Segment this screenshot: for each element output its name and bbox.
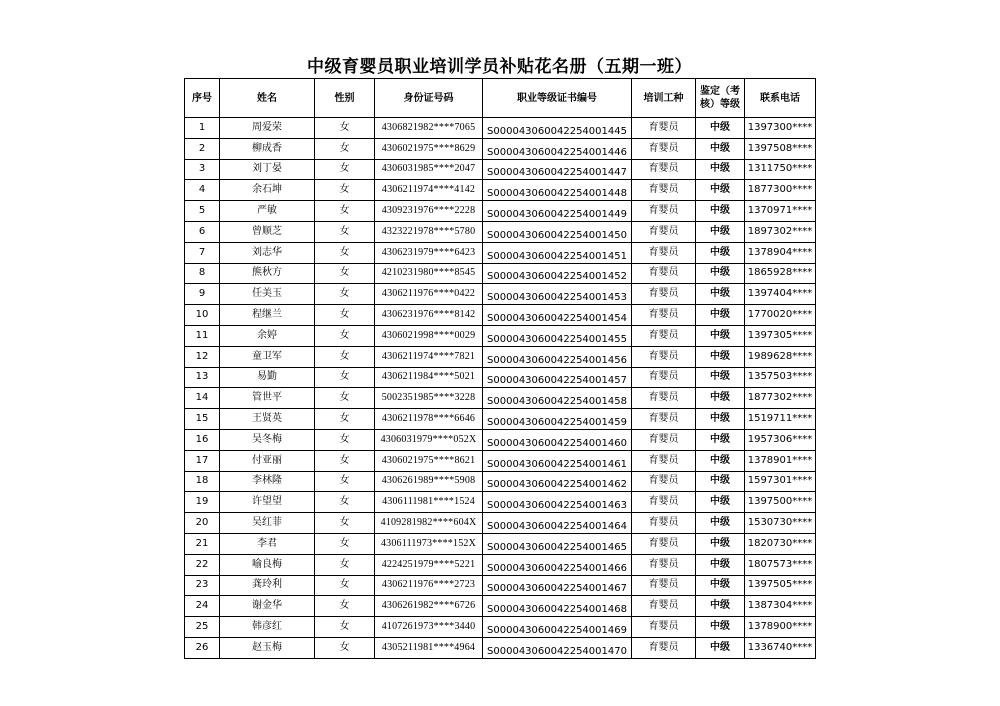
cell-gender: 女 — [315, 429, 375, 450]
cell-name: 周爱荣 — [220, 118, 315, 139]
header-phone: 联系电话 — [745, 79, 816, 118]
cell-gender: 女 — [315, 533, 375, 554]
cell-seq: 24 — [185, 596, 220, 617]
cell-name: 付亚丽 — [220, 450, 315, 471]
cell-cert-number: S000043060042254001449 — [483, 201, 632, 222]
cell-id-number: 4306021998****0029 — [375, 325, 483, 346]
cell-id-number: 4306821982****7065 — [375, 118, 483, 139]
cell-name: 李林隆 — [220, 471, 315, 492]
cell-id-number: 4306021975****8621 — [375, 450, 483, 471]
table-row — [185, 409, 816, 430]
cell-id-number: 4107261973****3440 — [375, 617, 483, 638]
cell-name: 严敏 — [220, 201, 315, 222]
cell-seq: 17 — [185, 450, 220, 471]
cell-phone: 1530730**** — [745, 513, 816, 534]
table-row — [185, 242, 816, 263]
cell-name: 熊秋方 — [220, 263, 315, 284]
cell-seq: 1 — [185, 118, 220, 139]
cell-job-type: 育婴员 — [632, 305, 696, 326]
cell-job-type: 育婴员 — [632, 346, 696, 367]
cell-name: 龚玲利 — [220, 575, 315, 596]
cell-assessment-level: 中级 — [696, 159, 745, 180]
cell-name: 童卫军 — [220, 346, 315, 367]
header-id-number: 身份证号码 — [375, 79, 483, 118]
table-row — [185, 637, 816, 658]
cell-cert-number: S000043060042254001469 — [483, 617, 632, 638]
cell-id-number: 4306211974****7821 — [375, 346, 483, 367]
table-row — [185, 221, 816, 242]
cell-assessment-level: 中级 — [696, 305, 745, 326]
cell-id-number: 4210231980****8545 — [375, 263, 483, 284]
cell-seq: 5 — [185, 201, 220, 222]
cell-id-number: 4306111973****152X — [375, 533, 483, 554]
cell-name: 李君 — [220, 533, 315, 554]
cell-cert-number: S000043060042254001450 — [483, 221, 632, 242]
cell-id-number: 4306031985****2047 — [375, 159, 483, 180]
table-row — [185, 263, 816, 284]
cell-name: 柳成香 — [220, 138, 315, 159]
cell-assessment-level: 中级 — [696, 471, 745, 492]
cell-phone: 1770020**** — [745, 305, 816, 326]
cell-assessment-level: 中级 — [696, 201, 745, 222]
cell-assessment-level: 中级 — [696, 388, 745, 409]
cell-job-type: 育婴员 — [632, 159, 696, 180]
cell-assessment-level: 中级 — [696, 533, 745, 554]
cell-name: 余婷 — [220, 325, 315, 346]
cell-job-type: 育婴员 — [632, 118, 696, 139]
table-row — [185, 596, 816, 617]
cell-seq: 26 — [185, 637, 220, 658]
cell-id-number: 4306211974****4142 — [375, 180, 483, 201]
cell-job-type: 育婴员 — [632, 263, 696, 284]
cell-cert-number: S000043060042254001451 — [483, 242, 632, 263]
cell-id-number: 4306261982****6726 — [375, 596, 483, 617]
table-row — [185, 325, 816, 346]
cell-assessment-level: 中级 — [696, 180, 745, 201]
cell-seq: 9 — [185, 284, 220, 305]
cell-seq: 13 — [185, 367, 220, 388]
table-row — [185, 138, 816, 159]
cell-cert-number: S000043060042254001462 — [483, 471, 632, 492]
table-row — [185, 346, 816, 367]
cell-phone: 1877302**** — [745, 388, 816, 409]
cell-gender: 女 — [315, 118, 375, 139]
cell-gender: 女 — [315, 180, 375, 201]
cell-phone: 1897302**** — [745, 221, 816, 242]
cell-id-number: 4306211978****6646 — [375, 409, 483, 430]
header-gender: 性别 — [315, 79, 375, 118]
cell-name: 吴冬梅 — [220, 429, 315, 450]
cell-cert-number: S000043060042254001457 — [483, 367, 632, 388]
cell-phone: 1336740**** — [745, 637, 816, 658]
cell-gender: 女 — [315, 221, 375, 242]
cell-seq: 21 — [185, 533, 220, 554]
table-row — [185, 575, 816, 596]
cell-name: 曾顺芝 — [220, 221, 315, 242]
cell-phone: 1397404**** — [745, 284, 816, 305]
cell-name: 王贤英 — [220, 409, 315, 430]
cell-phone: 1378904**** — [745, 242, 816, 263]
cell-id-number: 4323221978****5780 — [375, 221, 483, 242]
cell-job-type: 育婴员 — [632, 554, 696, 575]
cell-id-number: 4109281982****604X — [375, 513, 483, 534]
cell-name: 吴红菲 — [220, 513, 315, 534]
cell-job-type: 育婴员 — [632, 637, 696, 658]
cell-seq: 22 — [185, 554, 220, 575]
cell-job-type: 育婴员 — [632, 492, 696, 513]
cell-name: 刘丁晏 — [220, 159, 315, 180]
cell-gender: 女 — [315, 450, 375, 471]
cell-assessment-level: 中级 — [696, 325, 745, 346]
cell-gender: 女 — [315, 513, 375, 534]
cell-seq: 16 — [185, 429, 220, 450]
cell-assessment-level: 中级 — [696, 429, 745, 450]
cell-id-number: 4306231979****6423 — [375, 242, 483, 263]
cell-id-number: 5002351985****3228 — [375, 388, 483, 409]
cell-seq: 23 — [185, 575, 220, 596]
table-row — [185, 450, 816, 471]
page-title: 中级育婴员职业培训学员补贴花名册（五期一班） — [307, 57, 692, 77]
cell-job-type: 育婴员 — [632, 367, 696, 388]
cell-assessment-level: 中级 — [696, 575, 745, 596]
header-seq: 序号 — [185, 79, 220, 118]
cell-job-type: 育婴员 — [632, 242, 696, 263]
table-row — [185, 180, 816, 201]
cell-cert-number: S000043060042254001463 — [483, 492, 632, 513]
cell-cert-number: S000043060042254001453 — [483, 284, 632, 305]
cell-id-number: 4306021975****8629 — [375, 138, 483, 159]
cell-job-type: 育婴员 — [632, 429, 696, 450]
cell-assessment-level: 中级 — [696, 242, 745, 263]
cell-phone: 1387304**** — [745, 596, 816, 617]
cell-gender: 女 — [315, 263, 375, 284]
cell-job-type: 育婴员 — [632, 617, 696, 638]
table-row — [185, 367, 816, 388]
table-row — [185, 284, 816, 305]
cell-gender: 女 — [315, 409, 375, 430]
cell-seq: 18 — [185, 471, 220, 492]
cell-phone: 1807573**** — [745, 554, 816, 575]
cell-seq: 25 — [185, 617, 220, 638]
cell-seq: 11 — [185, 325, 220, 346]
cell-cert-number: S000043060042254001452 — [483, 263, 632, 284]
table-row — [185, 533, 816, 554]
cell-assessment-level: 中级 — [696, 513, 745, 534]
cell-seq: 15 — [185, 409, 220, 430]
cell-name: 易勤 — [220, 367, 315, 388]
cell-gender: 女 — [315, 284, 375, 305]
table-row — [185, 159, 816, 180]
cell-assessment-level: 中级 — [696, 450, 745, 471]
cell-phone: 1397300**** — [745, 118, 816, 139]
cell-assessment-level: 中级 — [696, 346, 745, 367]
cell-assessment-level: 中级 — [696, 492, 745, 513]
cell-seq: 2 — [185, 138, 220, 159]
table-row — [185, 471, 816, 492]
cell-gender: 女 — [315, 138, 375, 159]
cell-id-number: 4306111981****1524 — [375, 492, 483, 513]
cell-phone: 1378900**** — [745, 617, 816, 638]
cell-job-type: 育婴员 — [632, 450, 696, 471]
cell-assessment-level: 中级 — [696, 284, 745, 305]
cell-gender: 女 — [315, 367, 375, 388]
cell-job-type: 育婴员 — [632, 180, 696, 201]
table-body — [185, 118, 816, 659]
cell-job-type: 育婴员 — [632, 575, 696, 596]
cell-cert-number: S000043060042254001460 — [483, 429, 632, 450]
cell-cert-number: S000043060042254001467 — [483, 575, 632, 596]
cell-job-type: 育婴员 — [632, 513, 696, 534]
cell-assessment-level: 中级 — [696, 617, 745, 638]
cell-gender: 女 — [315, 159, 375, 180]
cell-phone: 1519711**** — [745, 409, 816, 430]
cell-cert-number: S000043060042254001464 — [483, 513, 632, 534]
cell-cert-number: S000043060042254001454 — [483, 305, 632, 326]
cell-cert-number: S000043060042254001459 — [483, 409, 632, 430]
cell-gender: 女 — [315, 201, 375, 222]
cell-id-number: 4306231976****8142 — [375, 305, 483, 326]
cell-id-number: 4305211981****4964 — [375, 637, 483, 658]
cell-phone: 1397500**** — [745, 492, 816, 513]
cell-job-type: 育婴员 — [632, 201, 696, 222]
cell-job-type: 育婴员 — [632, 409, 696, 430]
cell-assessment-level: 中级 — [696, 221, 745, 242]
cell-phone: 1397505**** — [745, 575, 816, 596]
cell-seq: 20 — [185, 513, 220, 534]
cell-cert-number: S000043060042254001458 — [483, 388, 632, 409]
table-row — [185, 554, 816, 575]
table-row — [185, 429, 816, 450]
cell-phone: 1357503**** — [745, 367, 816, 388]
cell-cert-number: S000043060042254001468 — [483, 596, 632, 617]
cell-job-type: 育婴员 — [632, 325, 696, 346]
cell-name: 许望望 — [220, 492, 315, 513]
cell-job-type: 育婴员 — [632, 388, 696, 409]
cell-assessment-level: 中级 — [696, 554, 745, 575]
cell-gender: 女 — [315, 305, 375, 326]
cell-assessment-level: 中级 — [696, 409, 745, 430]
cell-name: 赵玉梅 — [220, 637, 315, 658]
cell-seq: 12 — [185, 346, 220, 367]
cell-job-type: 育婴员 — [632, 596, 696, 617]
cell-phone: 1311750**** — [745, 159, 816, 180]
header-cert-number: 职业等级证书编号 — [483, 79, 632, 118]
table-row — [185, 305, 816, 326]
roster-table — [184, 78, 816, 659]
table-row — [185, 492, 816, 513]
cell-phone: 1820730**** — [745, 533, 816, 554]
table-row — [185, 118, 816, 139]
cell-name: 程继兰 — [220, 305, 315, 326]
header-job-type: 培训工种 — [632, 79, 696, 118]
cell-id-number: 4306031979****052X — [375, 429, 483, 450]
cell-phone: 1957306**** — [745, 429, 816, 450]
cell-name: 任美玉 — [220, 284, 315, 305]
cell-phone: 1397508**** — [745, 138, 816, 159]
table-row — [185, 201, 816, 222]
cell-seq: 3 — [185, 159, 220, 180]
cell-cert-number: S000043060042254001465 — [483, 533, 632, 554]
table-row — [185, 617, 816, 638]
cell-gender: 女 — [315, 471, 375, 492]
cell-assessment-level: 中级 — [696, 138, 745, 159]
cell-id-number: 4224251979****5221 — [375, 554, 483, 575]
cell-phone: 1597301**** — [745, 471, 816, 492]
cell-id-number: 4306211976****2723 — [375, 575, 483, 596]
cell-assessment-level: 中级 — [696, 637, 745, 658]
cell-name: 谢金华 — [220, 596, 315, 617]
cell-assessment-level: 中级 — [696, 263, 745, 284]
cell-id-number: 4309231976****2228 — [375, 201, 483, 222]
cell-gender: 女 — [315, 388, 375, 409]
cell-cert-number: S000043060042254001461 — [483, 450, 632, 471]
cell-cert-number: S000043060042254001446 — [483, 138, 632, 159]
cell-seq: 4 — [185, 180, 220, 201]
cell-gender: 女 — [315, 617, 375, 638]
cell-gender: 女 — [315, 554, 375, 575]
cell-seq: 10 — [185, 305, 220, 326]
table-header-row — [185, 79, 816, 118]
cell-seq: 19 — [185, 492, 220, 513]
cell-gender: 女 — [315, 637, 375, 658]
cell-id-number: 4306211984****5021 — [375, 367, 483, 388]
cell-seq: 7 — [185, 242, 220, 263]
cell-name: 余石坤 — [220, 180, 315, 201]
cell-assessment-level: 中级 — [696, 118, 745, 139]
cell-cert-number: S000043060042254001447 — [483, 159, 632, 180]
cell-name: 喻良梅 — [220, 554, 315, 575]
cell-job-type: 育婴员 — [632, 533, 696, 554]
cell-assessment-level: 中级 — [696, 596, 745, 617]
cell-assessment-level: 中级 — [696, 367, 745, 388]
cell-gender: 女 — [315, 346, 375, 367]
cell-phone: 1877300**** — [745, 180, 816, 201]
cell-job-type: 育婴员 — [632, 138, 696, 159]
cell-phone: 1370971**** — [745, 201, 816, 222]
cell-gender: 女 — [315, 325, 375, 346]
cell-name: 韩彦红 — [220, 617, 315, 638]
cell-cert-number: S000043060042254001448 — [483, 180, 632, 201]
cell-phone: 1397305**** — [745, 325, 816, 346]
header-assessment-level: 鉴定（考核）等级 — [696, 79, 745, 118]
cell-gender: 女 — [315, 575, 375, 596]
cell-phone: 1989628**** — [745, 346, 816, 367]
header-name: 姓名 — [220, 79, 315, 118]
table-row — [185, 513, 816, 534]
cell-id-number: 4306261989****5908 — [375, 471, 483, 492]
cell-phone: 1378901**** — [745, 450, 816, 471]
cell-gender: 女 — [315, 492, 375, 513]
cell-job-type: 育婴员 — [632, 284, 696, 305]
cell-name: 管世平 — [220, 388, 315, 409]
cell-cert-number: S000043060042254001466 — [483, 554, 632, 575]
cell-gender: 女 — [315, 596, 375, 617]
cell-cert-number: S000043060042254001470 — [483, 637, 632, 658]
cell-cert-number: S000043060042254001456 — [483, 346, 632, 367]
cell-id-number: 4306211976****0422 — [375, 284, 483, 305]
cell-phone: 1865928**** — [745, 263, 816, 284]
cell-cert-number: S000043060042254001455 — [483, 325, 632, 346]
table-row — [185, 388, 816, 409]
cell-seq: 6 — [185, 221, 220, 242]
cell-gender: 女 — [315, 242, 375, 263]
cell-job-type: 育婴员 — [632, 471, 696, 492]
cell-seq: 8 — [185, 263, 220, 284]
cell-cert-number: S000043060042254001445 — [483, 118, 632, 139]
cell-seq: 14 — [185, 388, 220, 409]
cell-job-type: 育婴员 — [632, 221, 696, 242]
cell-name: 刘志华 — [220, 242, 315, 263]
